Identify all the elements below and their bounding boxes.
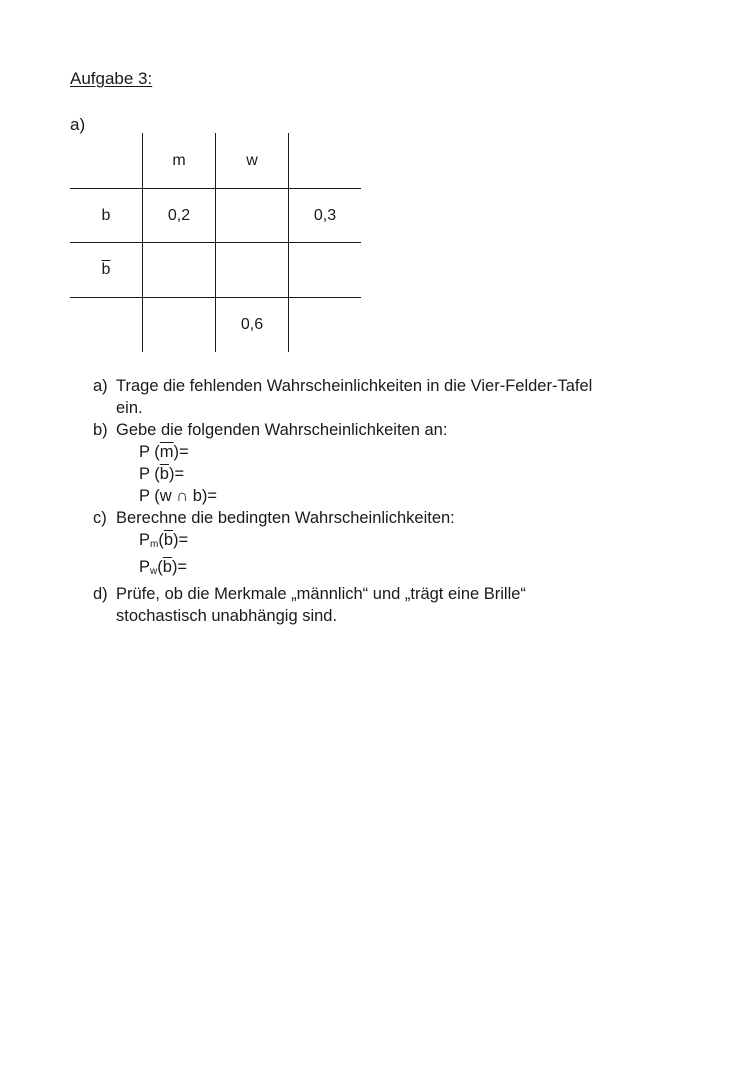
- not-b-label: $\overline{b}$: [101, 261, 111, 278]
- task-label: b): [93, 421, 108, 439]
- probability-item: P $(\overline{b})=$: [139, 465, 185, 483]
- task-b: [93, 419, 703, 507]
- four-field-table: [70, 133, 361, 352]
- task-heading: Aufgabe 3:: [70, 69, 153, 88]
- task-text: Gebe die folgenden Wahrscheinlichkeiten an:: [116, 421, 448, 439]
- task-c: [93, 507, 703, 583]
- task-text: Berechne die bedingten Wahrscheinlichkeiten:: [116, 509, 455, 527]
- task-text: Prüfe, ob die Merkmale „männlich“ und „trägt eine Brille“: [116, 585, 526, 603]
- task-list: [93, 375, 703, 627]
- probability-item: P $(\overline{m})=$: [139, 443, 189, 461]
- task-text: ein.: [116, 399, 143, 417]
- conditional-probability-item: $P_m(\overline{b})=$: [139, 531, 189, 550]
- cell-b-m: 0,2: [167, 207, 191, 224]
- task-d: [93, 583, 703, 627]
- conditional-probability-item: $P_w(\overline{b})=$: [139, 558, 188, 577]
- task-label: d): [93, 585, 108, 603]
- column-header-m: m: [172, 152, 186, 169]
- cell-total-w: 0,6: [240, 316, 264, 333]
- cell-b-total: 0,3: [313, 207, 337, 224]
- probability-item: P (w ∩ b)=: [139, 487, 218, 505]
- task-a: [93, 375, 703, 419]
- task-text: stochastisch unabhängig sind.: [116, 607, 338, 625]
- column-header-w: w: [246, 152, 258, 169]
- task-label: a): [93, 377, 108, 395]
- task-label: c): [93, 509, 107, 527]
- row-header-not-b: [70, 243, 142, 297]
- row-header-b: b: [101, 207, 111, 224]
- part-label: a): [70, 115, 86, 134]
- task-text: Trage die fehlenden Wahrscheinlichkeiten in die Vier-Felder-Tafel: [116, 377, 593, 395]
